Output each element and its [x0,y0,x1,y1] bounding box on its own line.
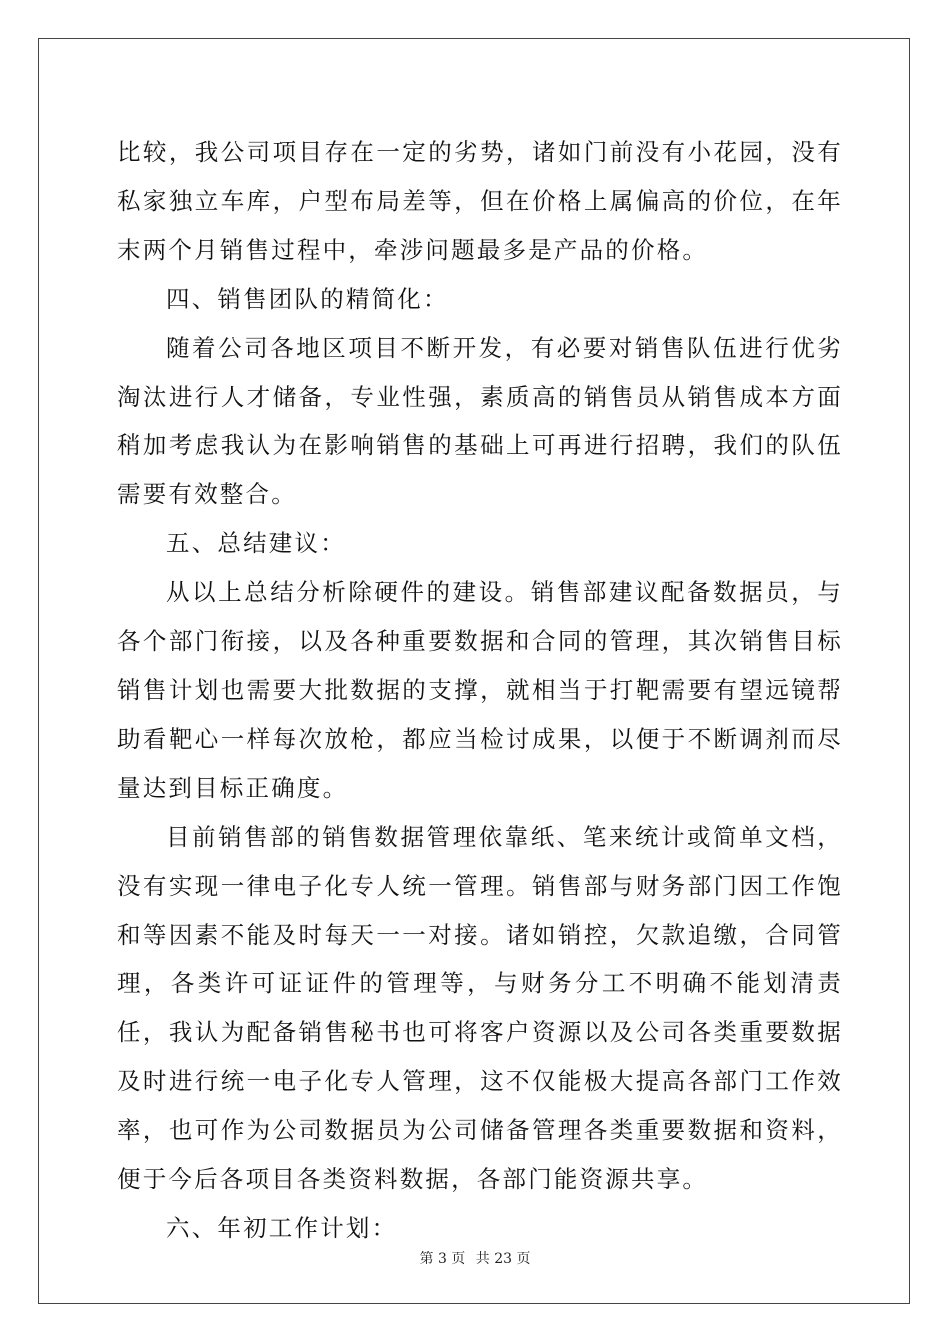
page-footer [0,1248,950,1268]
paragraph-suggestions: 从以上总结分析除硬件的建设。销售部建议配备数据员，与各个部门衔接，以及各种重要数据和合同的管理，其次销售目标销售计划也需要大批数据的支撑，就相当于打靶需要有望远镜帮助看靶心一样每次放枪，都应当检讨成果，以便于不断调剂而尽量达到目标正确度。 [117,578,843,802]
paragraph-data-management: 目前销售部的销售数据管理依靠纸、笔来统计或简单文档，没有实现一律电子化专人统一管理。销售部与财务部门因工作饱和等因素不能及时每天一一对接。诸如销控，欠款追缴，合同管理，各类许可证证件的管理等，与财务分工不明确不能划清责任，我认为配备销售秘书也可将客户资源以及公司各类重要数据及时进行统一电子化专人管理，这不仅能极大提高各部门工作效率，也可作为公司数据员为公司储备管理各类重要数据和资料，便于今后各项目各类资料数据，各部门能资源共享。 [117,822,843,1194]
section-heading-team: 四、销售团队的精简化： [166,284,449,313]
section-heading-suggestions: 五、总结建议： [166,529,346,558]
page-number: 第 3 页 [419,1251,466,1267]
section-heading-plan: 六、年初工作计划： [166,1213,398,1242]
paragraph-continuation: 比较，我公司项目存在一定的劣势，诸如门前没有小花园，没有私家独立车库，户型布局差等，但在价格上属偏高的价位，在年末两个月销售过程中，牵涉问题最多是产品的价格。 [117,138,843,264]
paragraph-team: 随着公司各地区项目不断开发，有必要对销售队伍进行优劣淘汰进行人才储备，专业性强，素质高的销售员从销售成本方面稍加考虑我认为在影响销售的基础上可再进行招聘，我们的队伍需要有效整合。 [117,333,843,509]
page-total: 共 23 页 [475,1251,531,1267]
document-body [117,128,843,1253]
